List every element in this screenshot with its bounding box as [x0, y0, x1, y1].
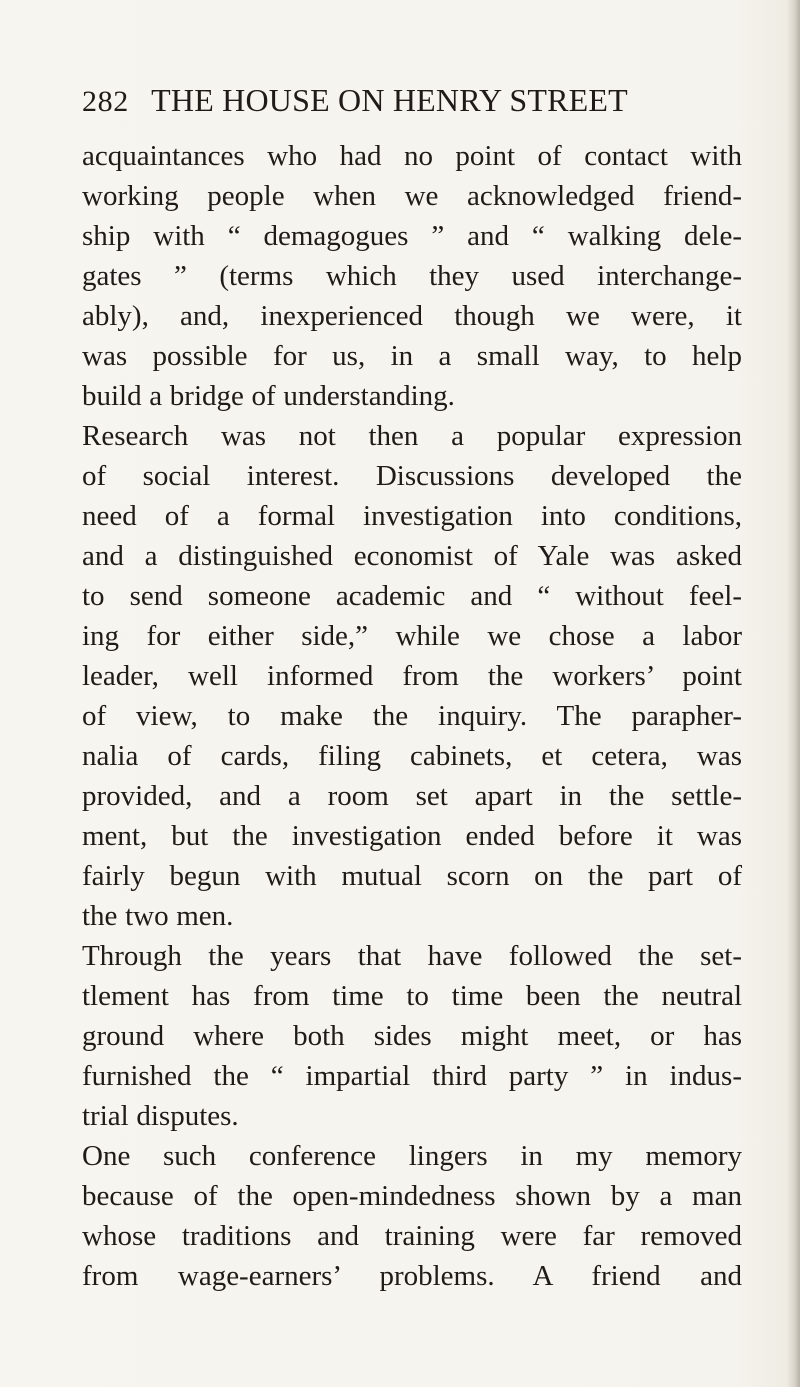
text-line: fairly begun with mutual scorn on the part of — [82, 860, 742, 892]
text-line: ground where both sides might meet, or has — [82, 1020, 742, 1052]
text-line: because of the open-mindedness shown by a man — [82, 1180, 742, 1212]
text-line: leader, well informed from the workers’ point — [82, 660, 742, 692]
text-line: furnished the “ impartial third party ” in indus- — [82, 1060, 742, 1092]
page-header — [82, 82, 742, 122]
page-number: 282 — [82, 85, 129, 118]
paragraph-start-line: One such conference lingers in my memory — [82, 1140, 742, 1172]
paragraph-start-line: Research was not then a popular expression — [82, 420, 742, 452]
text-line: of social interest. Discussions developed the — [82, 460, 742, 492]
paragraph-end-line: trial disputes. — [82, 1100, 239, 1132]
body-text — [82, 136, 742, 1296]
text-line: tlement has from time to time been the neutral — [82, 980, 742, 1012]
text-line: ship with “ demagogues ” and “ walking dele- — [82, 220, 742, 252]
text-line: from wage-earners’ problems. A friend and — [82, 1260, 742, 1292]
text-line: nalia of cards, filing cabinets, et cetera, was — [82, 740, 742, 772]
text-line: gates ” (terms which they used interchange- — [82, 260, 742, 292]
text-line: acquaintances who had no point of contact with — [82, 140, 742, 172]
text-line: whose traditions and training were far removed — [82, 1220, 742, 1252]
text-line: working people when we acknowledged friend- — [82, 180, 742, 212]
page-edge-shadow — [786, 0, 800, 1387]
text-line: of view, to make the inquiry. The parapher- — [82, 700, 742, 732]
text-line: need of a formal investigation into conditions, — [82, 500, 742, 532]
text-line: provided, and a room set apart in the settle- — [82, 780, 742, 812]
paragraph-end-line: build a bridge of understanding. — [82, 380, 455, 412]
text-line: ment, but the investigation ended before it was — [82, 820, 742, 852]
text-line: ing for either side,” while we chose a labor — [82, 620, 742, 652]
text-line: and a distinguished economist of Yale was asked — [82, 540, 742, 572]
paragraph-end-line: the two men. — [82, 900, 234, 932]
text-line: ably), and, inexperienced though we were, it — [82, 300, 742, 332]
paragraph-start-line: Through the years that have followed the set- — [82, 940, 742, 972]
text-line: to send someone academic and “ without feel- — [82, 580, 742, 612]
text-line: was possible for us, in a small way, to help — [82, 340, 742, 372]
running-title: THE HOUSE ON HENRY STREET — [151, 82, 628, 118]
